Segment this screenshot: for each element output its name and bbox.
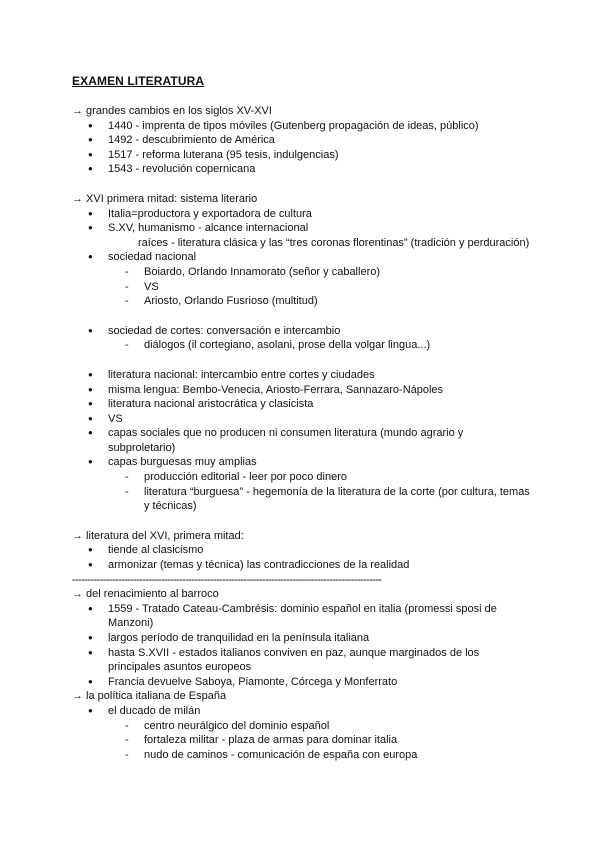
- bullet-list: [72, 602, 532, 690]
- bullet-list: [72, 119, 532, 177]
- bullet-list: [72, 704, 532, 762]
- sub-list-item: - VS: [108, 280, 532, 295]
- list-item: ● capas sociales que no producen ni consumen literatura (mundo agrario y subproletario): [72, 426, 532, 455]
- sub-list-item: - fortaleza militar - plaza de armas para dominar italia: [108, 733, 532, 748]
- sub-list-item: - producción editorial - leer por poco dinero: [108, 470, 532, 485]
- list-item: ● Italia=productora y exportadora de cultura: [72, 207, 532, 222]
- section-heading: → grandes cambios en los siglos XV-XVI: [72, 105, 272, 117]
- sub-list: [108, 338, 532, 353]
- list-item: ● hasta S.XVII - estados italianos conviven en paz, aunque marginados de los principales asuntos europeos: [72, 646, 532, 675]
- bullet-list: [72, 368, 532, 514]
- list-item: [72, 704, 532, 762]
- list-item: ● 1559 - Tratado Cateau-Cambrésis: dominio español en italia (promessi sposi de Manzoni): [72, 602, 532, 631]
- bullet-list: [72, 324, 532, 353]
- list-item: [72, 250, 532, 308]
- list-item: ● 1543 - revolución copernicana: [72, 162, 532, 177]
- document-body: [72, 104, 532, 762]
- list-item-text: ● el ducado de milán: [108, 704, 201, 717]
- list-item: [72, 221, 532, 250]
- list-item-text: ● capas burguesas muy amplias: [108, 456, 257, 469]
- sub-list-item: - Boiardo, Orlando Innamorato (señor y caballero): [108, 265, 532, 280]
- list-item: ● armonizar (temas y técnica) las contradicciones de la realidad: [72, 558, 532, 573]
- list-item: ● literatura nacional: intercambio entre cortes y ciudades: [72, 368, 532, 383]
- sub-list-item: - literatura “burguesa” - hegemonía de la literatura de la corte (por cultura, temas y técnicas): [108, 485, 532, 514]
- list-item: ● largos período de tranquilidad en la península italiana: [72, 631, 532, 646]
- list-item: ● Francia devuelve Saboya, Piamonte, Córcega y Monferrato: [72, 675, 532, 690]
- list-item: ● 1517 - reforma luterana (95 tesis, indulgencias): [72, 148, 532, 163]
- list-item: ● 1440 - imprenta de tipos móviles (Gutenberg propagación de ideas, público): [72, 119, 532, 134]
- section-heading: → la política italiana de España: [72, 690, 227, 703]
- document-title: EXAMEN LITERATURA: [72, 74, 205, 88]
- raices-text: raíces - literatura clásica y las “tres coronas florentinas” (tradición y perduración): [138, 236, 530, 249]
- list-item: ● VS: [72, 412, 532, 427]
- list-item-text: ● sociedad nacional: [108, 251, 197, 264]
- section-heading: → XVI primera mitad: sistema literario: [72, 192, 258, 205]
- bullet-list: [72, 207, 532, 309]
- sub-list-item: - centro neurálgico del dominio español: [108, 719, 532, 734]
- list-item-text: ● sociedad de cortes: conversación e intercambio: [108, 324, 341, 337]
- section-heading: → del renacimiento al barroco: [72, 588, 219, 601]
- list-item: ● tiende al clasicismo: [72, 543, 532, 558]
- list-item: ● misma lengua: Bembo-Venecia, Ariosto-Ferrara, Sannazaro-Nápoles: [72, 383, 532, 398]
- sub-list: [108, 719, 532, 763]
- sub-list-item: - nudo de caminos - comunicación de españa con europa: [108, 748, 532, 763]
- list-item: ● literatura nacional aristocrática y clasicista: [72, 397, 532, 412]
- list-item-text: ● S.XV, humanismo - alcance internacional: [108, 222, 309, 235]
- list-item: [72, 324, 532, 353]
- sub-list: [108, 470, 532, 514]
- bullet-list: [72, 543, 532, 572]
- section-heading: → literatura del XVI, primera mitad:: [72, 529, 244, 542]
- list-item: [72, 455, 532, 513]
- sub-list-item: - Ariosto, Orlando Fusrioso (multitud): [108, 294, 532, 309]
- separator-line: -----------------------------------------------------------------------------------------------------: [72, 573, 382, 586]
- sub-list: [108, 265, 532, 309]
- sub-list-item: - diálogos (il cortegiano, asolani, prose della volgar lingua...): [108, 338, 532, 353]
- list-item: ● 1492 - descubrimiento de América: [72, 133, 532, 148]
